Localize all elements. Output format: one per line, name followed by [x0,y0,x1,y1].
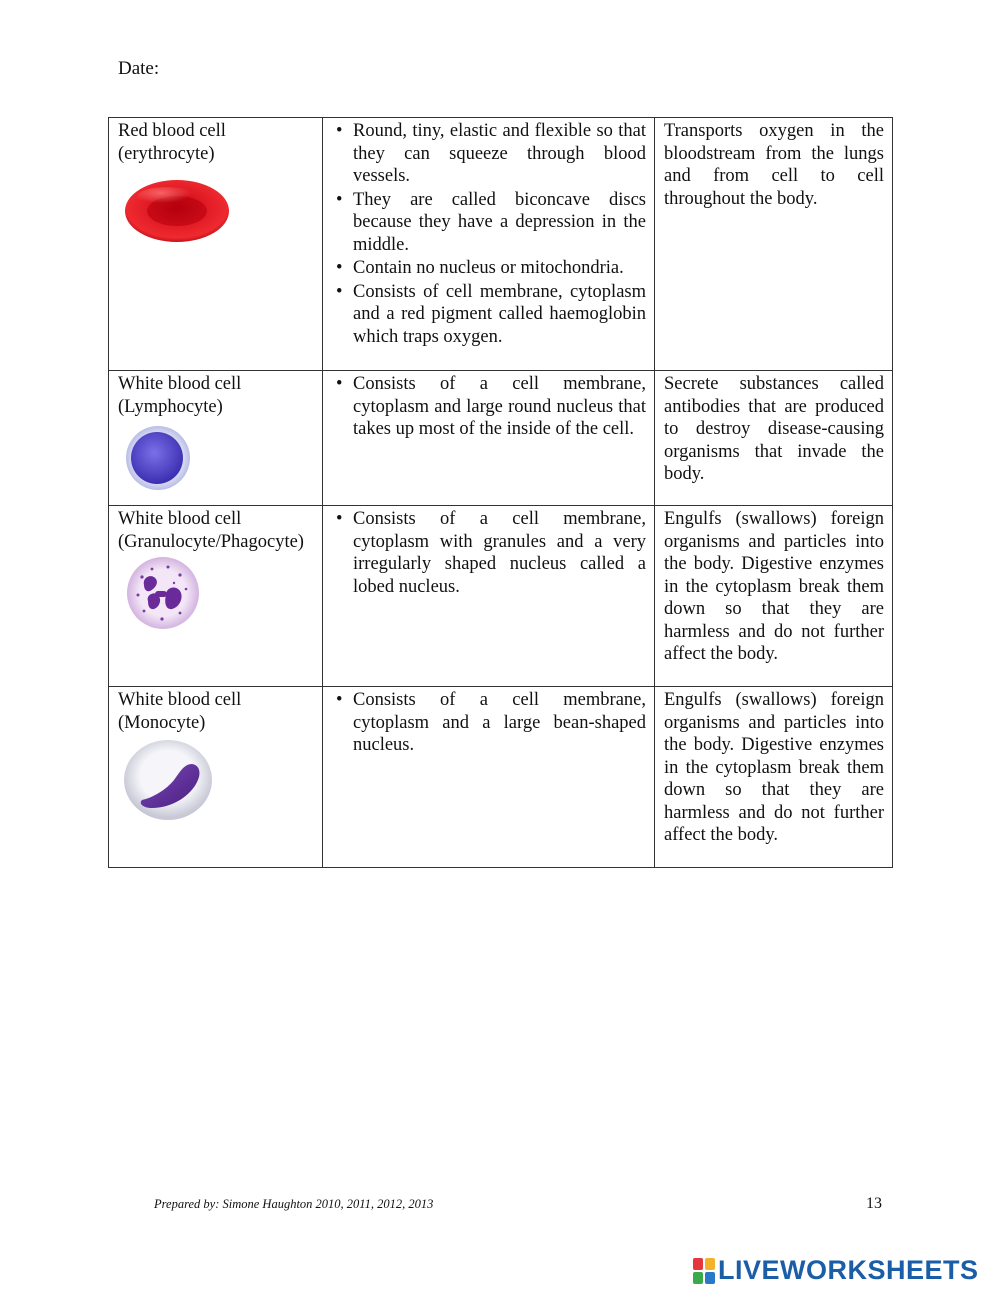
liveworksheets-logo-icon [693,1258,715,1284]
feature-item: • Consists of a cell membrane, cytoplasm with granules and a very irregularly shaped nucleus called a lobed nucleus. [332,508,646,598]
cell-name-line2: (erythrocyte) [118,143,215,164]
footer-credit: Prepared by: Simone Haughton 2010, 2011, 2012, 2013 [154,1197,434,1211]
feature-item: • Consists of a cell membrane, cytoplasm and large round nucleus that takes up most of the inside of the cell. [332,373,646,441]
feature-item: • Round, tiny, elastic and flexible so that they can squeeze through blood vessels. [332,120,646,188]
feature-item: • Contain no nucleus or mitochondria. [332,257,646,280]
table-row [109,506,893,687]
red-blood-cell-icon [122,175,232,245]
table-row [109,118,893,371]
brand-name: LIVEWORKSHEETS [718,1255,979,1285]
feature-item: • They are called biconcave discs because they have a depression in the middle. [332,189,646,257]
table-row [109,687,893,868]
date-label: Date: [118,58,160,79]
feature-item: • Consists of a cell membrane, cytoplasm and a large bean-shaped nucleus. [332,689,646,757]
cell-name-line1: White blood cell [118,509,242,529]
brand-watermark[interactable] [693,1255,979,1286]
cell-name-line2: (Granulocyte/Phagocyte) [118,531,304,552]
cell-name [109,371,323,506]
cell-features [323,506,655,687]
cell-function: Transports oxygen in the bloodstream from the lungs and from cell to cell throughout the body. [655,118,893,371]
cell-function: Engulfs (swallows) foreign organisms and particles into the body. Digestive enzymes in the cytoplasm break them down so that they are harmless and do not further affect the body. [655,506,893,687]
cell-name [109,506,323,687]
cell-name-line1: Red blood cell [118,121,226,141]
cell-name-line1: White blood cell [118,690,242,710]
cell-name [109,118,323,371]
cell-name-line2: (Lymphocyte) [118,396,223,417]
cell-features [323,118,655,371]
table-row [109,371,893,506]
granulocyte-icon [122,555,204,631]
page-number: 13 [866,1195,882,1212]
feature-item: • Consists of cell membrane, cytoplasm and a red pigment called haemoglobin which traps oxygen. [332,281,646,349]
blood-cell-table [108,117,893,868]
monocyte-icon [122,738,214,822]
cell-function: Secrete substances called antibodies that are produced to destroy disease-causing organisms that invade the body. [655,371,893,506]
cell-name-line2: (Monocyte) [118,712,206,733]
cell-name-line1: White blood cell [118,374,242,394]
lymphocyte-icon [122,424,194,492]
cell-function: Engulfs (swallows) foreign organisms and particles into the body. Digestive enzymes in the cytoplasm break them down so that they are harmless and do not further affect the body. [655,687,893,868]
cell-features [323,687,655,868]
cell-name [109,687,323,868]
cell-features [323,371,655,506]
